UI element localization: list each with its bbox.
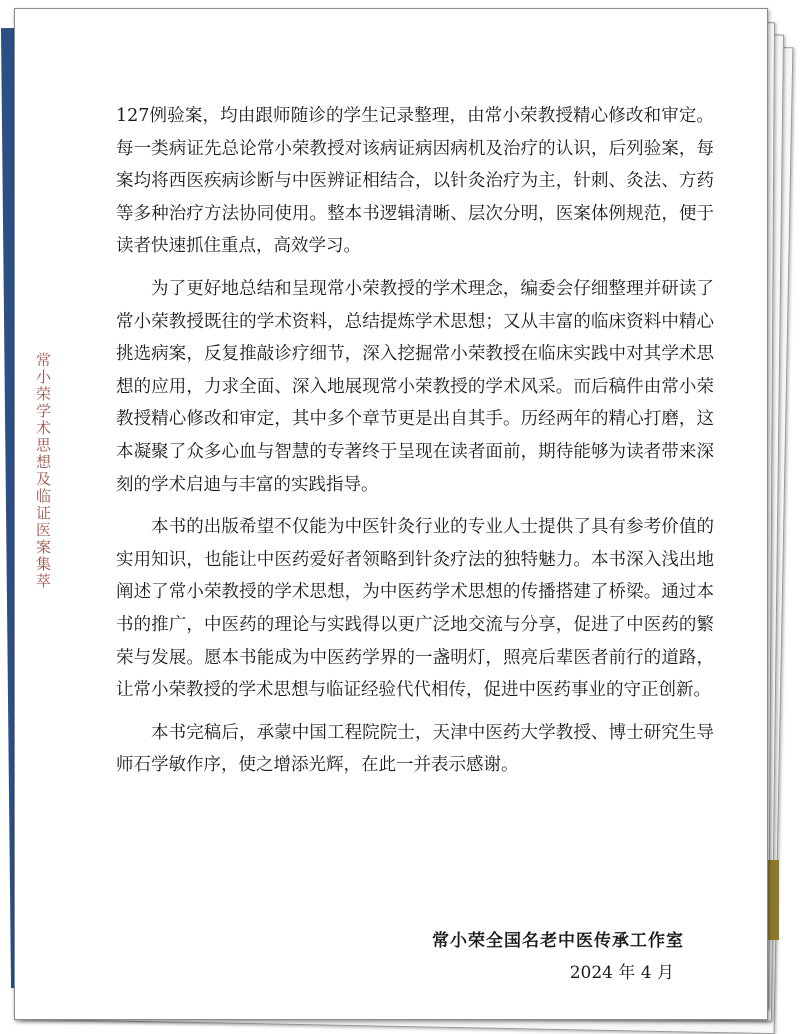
preface-body (116, 100, 714, 792)
signature-date: 2024 年 4 月 (569, 963, 674, 983)
paragraph: 本书完稿后，承蒙中国工程院院士，天津中医药大学教授、博士研究生导师石学敏作序，使之增添光辉，在此一并表示感谢。 (116, 722, 714, 776)
signature-organization: 常小荣全国名老中医传承工作室 (432, 931, 684, 951)
running-side-title: 常小荣学术思想及临证医案集萃 (34, 352, 52, 590)
paragraph: 127例验案，均由跟师随诊的学生记录整理，由常小荣教授精心修改和审定。每一类病证先总论常小荣教授对该病证病因病机及治疗的认识，后列验案，每案均将西医疾病诊断与中医辨证相结合，以针灸治疗为主，针刺、灸法、方药等多种治疗方法协同使用。整本书逻辑清晰、层次分明，医案体例规范，便于读者快速抓住重点，高效学习。 (116, 106, 714, 257)
paragraph: 为了更好地总结和呈现常小荣教授的学术理念，编委会仔细整理并研读了常小荣教授既往的学术资料，总结提炼学术思想；又从丰富的临床资料中精心挑选病案，反复推敲诊疗细节，深入挖掘常小荣教授在临床实践中对其学术思想的应用，力求全面、深入地展现常小荣教授的学术风采。而后稿件由常小荣教授精心修改和审定，其中多个章节更是出自其手。历经两年的精心打磨，这本凝聚了众多心血与智慧的专著终于呈现在读者面前，期待能够为读者带来深刻的学术启迪与丰富的实践指导。 (116, 278, 714, 495)
paragraph: 本书的出版希望不仅能为中医针灸行业的专业人士提供了具有参考价值的实用知识，也能让中医药爱好者领略到针灸疗法的独特魅力。本书深入浅出地阐述了常小荣教授的学术思想，为中医药学术思想的传播搭建了桥梁。通过本书的推广，中医药的理论与实践得以更广泛地交流与分享，促进了中医药的繁荣与发展。愿本书能成为中医药学界的一盏明灯，照亮后辈医者前行的道路，让常小荣教授的学术思想与临证经验代代相传，促进中医药事业的守正创新。 (116, 517, 714, 701)
